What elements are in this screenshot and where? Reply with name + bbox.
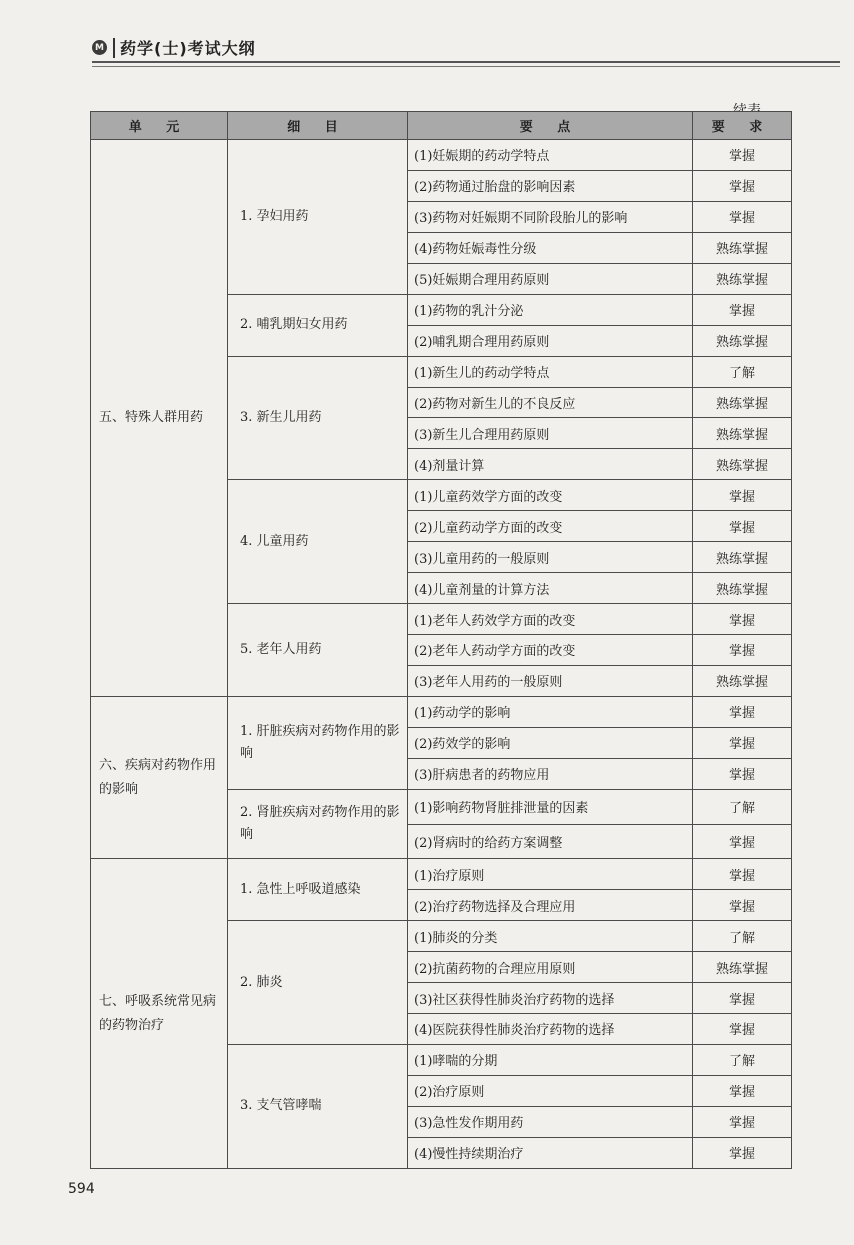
header-requirement: 要 求 bbox=[693, 112, 792, 140]
point-cell: (2)老年人药动学方面的改变 bbox=[408, 635, 693, 666]
page-number: 594 bbox=[68, 1181, 95, 1197]
table-header-row bbox=[91, 112, 792, 140]
point-cell: (3)老年人用药的一般原则 bbox=[408, 665, 693, 696]
detail-cell: 4. 儿童用药 bbox=[228, 480, 408, 604]
requirement-cell: 掌握 bbox=[693, 170, 792, 201]
requirement-cell: 掌握 bbox=[693, 1014, 792, 1045]
table-row bbox=[91, 859, 792, 890]
requirement-cell: 掌握 bbox=[693, 758, 792, 789]
point-cell: (1)哮喘的分期 bbox=[408, 1044, 693, 1075]
point-cell: (4)药物妊娠毒性分级 bbox=[408, 232, 693, 263]
header-unit: 单 元 bbox=[91, 112, 228, 140]
point-cell: (1)肺炎的分类 bbox=[408, 921, 693, 952]
unit-cell: 七、呼吸系统常见病的药物治疗 bbox=[91, 859, 228, 1169]
point-cell: (2)抗菌药物的合理应用原则 bbox=[408, 952, 693, 983]
requirement-cell: 掌握 bbox=[693, 859, 792, 890]
detail-cell: 2. 肾脏疾病对药物作用的影响 bbox=[228, 789, 408, 859]
detail-cell: 1. 肝脏疾病对药物作用的影响 bbox=[228, 696, 408, 789]
point-cell: (2)药效学的影响 bbox=[408, 727, 693, 758]
requirement-cell: 掌握 bbox=[693, 1075, 792, 1106]
detail-cell: 5. 老年人用药 bbox=[228, 604, 408, 697]
requirement-cell: 熟练掌握 bbox=[693, 418, 792, 449]
requirement-cell: 掌握 bbox=[693, 140, 792, 171]
point-cell: (1)药物的乳汁分泌 bbox=[408, 294, 693, 325]
requirement-cell: 了解 bbox=[693, 356, 792, 387]
unit-cell: 五、特殊人群用药 bbox=[91, 140, 228, 697]
point-cell: (3)肝病患者的药物应用 bbox=[408, 758, 693, 789]
requirement-cell: 掌握 bbox=[693, 890, 792, 921]
point-cell: (4)慢性持续期治疗 bbox=[408, 1137, 693, 1168]
point-cell: (2)哺乳期合理用药原则 bbox=[408, 325, 693, 356]
requirement-cell: 熟练掌握 bbox=[693, 573, 792, 604]
header-rule bbox=[92, 61, 840, 63]
requirement-cell: 熟练掌握 bbox=[693, 542, 792, 573]
requirement-cell: 掌握 bbox=[693, 696, 792, 727]
requirement-cell: 了解 bbox=[693, 789, 792, 824]
requirement-cell: 熟练掌握 bbox=[693, 232, 792, 263]
requirement-cell: 掌握 bbox=[693, 604, 792, 635]
point-cell: (1)新生儿的药动学特点 bbox=[408, 356, 693, 387]
requirement-cell: 熟练掌握 bbox=[693, 952, 792, 983]
point-cell: (1)儿童药效学方面的改变 bbox=[408, 480, 693, 511]
header-rule-thin bbox=[92, 66, 840, 67]
point-cell: (4)剂量计算 bbox=[408, 449, 693, 480]
unit-cell: 六、疾病对药物作用的影响 bbox=[91, 696, 228, 858]
header-title: 药学(士)考试大纲 bbox=[120, 39, 256, 58]
point-cell: (2)肾病时的给药方案调整 bbox=[408, 824, 693, 859]
requirement-cell: 掌握 bbox=[693, 727, 792, 758]
point-cell: (4)儿童剂量的计算方法 bbox=[408, 573, 693, 604]
point-cell: (1)药动学的影响 bbox=[408, 696, 693, 727]
header-divider bbox=[113, 38, 115, 58]
table-row bbox=[91, 140, 792, 171]
requirement-cell: 掌握 bbox=[693, 480, 792, 511]
point-cell: (2)药物通过胎盘的影响因素 bbox=[408, 170, 693, 201]
requirement-cell: 掌握 bbox=[693, 1137, 792, 1168]
point-cell: (4)医院获得性肺炎治疗药物的选择 bbox=[408, 1014, 693, 1045]
requirement-cell: 掌握 bbox=[693, 1106, 792, 1137]
point-cell: (3)儿童用药的一般原则 bbox=[408, 542, 693, 573]
point-cell: (1)影响药物肾脏排泄量的因素 bbox=[408, 789, 693, 824]
requirement-cell: 熟练掌握 bbox=[693, 387, 792, 418]
point-cell: (2)儿童药动学方面的改变 bbox=[408, 511, 693, 542]
detail-cell: 3. 新生儿用药 bbox=[228, 356, 408, 480]
detail-cell: 2. 哺乳期妇女用药 bbox=[228, 294, 408, 356]
point-cell: (3)急性发作期用药 bbox=[408, 1106, 693, 1137]
point-cell: (2)治疗药物选择及合理应用 bbox=[408, 890, 693, 921]
detail-cell: 1. 急性上呼吸道感染 bbox=[228, 859, 408, 921]
requirement-cell: 了解 bbox=[693, 1044, 792, 1075]
point-cell: (3)新生儿合理用药原则 bbox=[408, 418, 693, 449]
point-cell: (3)药物对妊娠期不同阶段胎儿的影响 bbox=[408, 201, 693, 232]
detail-cell: 2. 肺炎 bbox=[228, 921, 408, 1045]
point-cell: (3)社区获得性肺炎治疗药物的选择 bbox=[408, 983, 693, 1014]
requirement-cell: 熟练掌握 bbox=[693, 449, 792, 480]
header-point: 要 点 bbox=[408, 112, 693, 140]
point-cell: (2)药物对新生儿的不良反应 bbox=[408, 387, 693, 418]
requirement-cell: 掌握 bbox=[693, 294, 792, 325]
book-logo-icon: M bbox=[92, 40, 107, 55]
point-cell: (1)老年人药效学方面的改变 bbox=[408, 604, 693, 635]
header-detail: 细 目 bbox=[228, 112, 408, 140]
point-cell: (2)治疗原则 bbox=[408, 1075, 693, 1106]
requirement-cell: 熟练掌握 bbox=[693, 325, 792, 356]
detail-cell: 1. 孕妇用药 bbox=[228, 140, 408, 295]
page-header bbox=[92, 36, 256, 59]
syllabus-table bbox=[90, 111, 792, 1169]
point-cell: (1)治疗原则 bbox=[408, 859, 693, 890]
detail-cell: 3. 支气管哮喘 bbox=[228, 1044, 408, 1168]
point-cell: (1)妊娠期的药动学特点 bbox=[408, 140, 693, 171]
requirement-cell: 熟练掌握 bbox=[693, 263, 792, 294]
requirement-cell: 熟练掌握 bbox=[693, 665, 792, 696]
requirement-cell: 掌握 bbox=[693, 201, 792, 232]
requirement-cell: 掌握 bbox=[693, 983, 792, 1014]
requirement-cell: 了解 bbox=[693, 921, 792, 952]
requirement-cell: 掌握 bbox=[693, 635, 792, 666]
table-row bbox=[91, 696, 792, 727]
requirement-cell: 掌握 bbox=[693, 824, 792, 859]
requirement-cell: 掌握 bbox=[693, 511, 792, 542]
point-cell: (5)妊娠期合理用药原则 bbox=[408, 263, 693, 294]
